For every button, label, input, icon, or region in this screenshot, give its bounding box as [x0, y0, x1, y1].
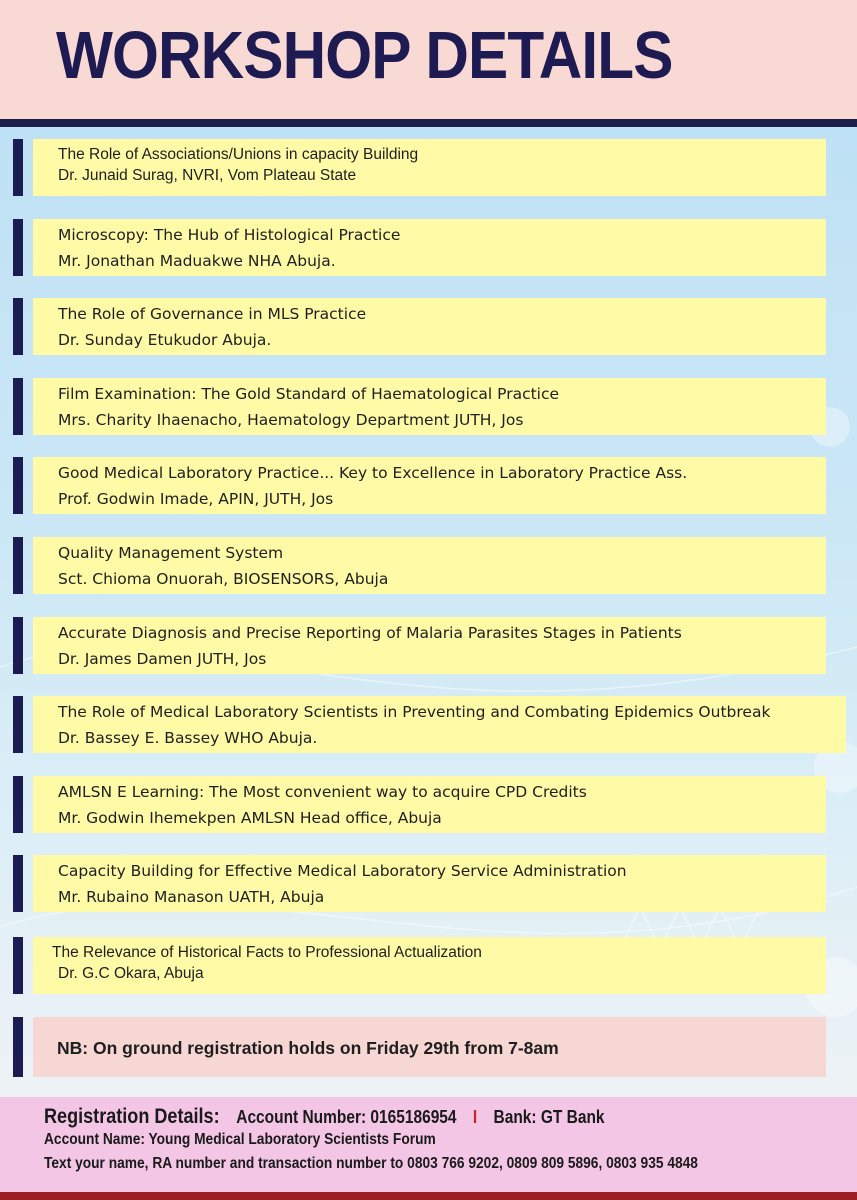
session-box: [33, 696, 846, 753]
page-title: WORKSHOP DETAILS: [56, 18, 673, 93]
session-box: [33, 937, 826, 994]
bank-name: Bank: GT Bank: [493, 1107, 605, 1127]
session-item: [13, 855, 826, 912]
session-item: [13, 696, 846, 753]
session-speaker: Mrs. Charity Ihaenacho, Haematology Department JUTH, Jos: [58, 411, 524, 429]
payment-instructions: Text your name, RA number and transaction number to 0803 766 9202, 0809 809 5896, 0803 935 4848: [44, 1155, 698, 1172]
separator: I: [472, 1107, 478, 1127]
registration-details: [0, 1097, 857, 1192]
session-marker: [13, 537, 23, 594]
session-marker: [13, 855, 23, 912]
session-marker: [13, 696, 23, 753]
account-name: Account Name: Young Medical Laboratory Scientists Forum: [44, 1131, 436, 1148]
session-box: [33, 617, 826, 674]
session-box: [33, 298, 826, 355]
session-marker: [13, 219, 23, 276]
session-item: [13, 139, 826, 196]
session-speaker: Dr. Bassey E. Bassey WHO Abuja.: [58, 729, 318, 747]
session-marker: [13, 937, 23, 994]
session-speaker: Dr. James Damen JUTH, Jos: [58, 650, 267, 668]
session-item: [13, 457, 826, 514]
session-item: [13, 617, 826, 674]
account-number: Account Number: 0165186954: [236, 1107, 457, 1127]
session-speaker: Dr. Sunday Etukudor Abuja.: [58, 331, 272, 349]
notice-text: NB: On ground registration holds on Friday 29th from 7-8am: [57, 1038, 559, 1058]
bottom-strip: [0, 1192, 857, 1200]
sessions-panel: [0, 127, 857, 1097]
session-topic: The Relevance of Historical Facts to Professional Actualization: [52, 944, 482, 961]
session-speaker: Dr. G.C Okara, Abuja: [58, 965, 204, 982]
session-marker: [13, 617, 23, 674]
session-marker: [13, 776, 23, 833]
session-box: [33, 537, 826, 594]
session-topic: Microscopy: The Hub of Histological Practice: [58, 226, 401, 244]
session-item: [13, 537, 826, 594]
session-topic: The Role of Medical Laboratory Scientists in Preventing and Combating Epidemics Outbreak: [58, 703, 771, 721]
session-speaker: Mr. Godwin Ihemekpen AMLSN Head office, Abuja: [58, 809, 442, 827]
session-box: [33, 219, 826, 276]
session-speaker: Dr. Junaid Surag, NVRI, Vom Plateau State: [58, 167, 357, 184]
session-speaker: Sct. Chioma Onuorah, BIOSENSORS, Abuja: [58, 570, 389, 588]
session-topic: AMLSN E Learning: The Most convenient way to acquire CPD Credits: [58, 783, 587, 801]
session-item: [13, 298, 826, 355]
session-item: [13, 937, 826, 994]
session-box: [33, 457, 826, 514]
session-speaker: Mr. Rubaino Manason UATH, Abuja: [58, 888, 325, 906]
notice-marker: [13, 1017, 23, 1077]
session-marker: [13, 457, 23, 514]
registration-line-account: [44, 1105, 605, 1129]
session-topic: Accurate Diagnosis and Precise Reporting of Malaria Parasites Stages in Patients: [58, 624, 682, 642]
session-topic: Good Medical Laboratory Practice... Key to Excellence in Laboratory Practice Ass.: [58, 464, 688, 482]
registration-notice: [13, 1017, 826, 1077]
session-marker: [13, 378, 23, 435]
session-topic: The Role of Associations/Unions in capacity Building: [58, 146, 419, 163]
session-item: [13, 219, 826, 276]
session-marker: [13, 298, 23, 355]
notice-box: [33, 1017, 826, 1077]
session-speaker: Mr. Jonathan Maduakwe NHA Abuja.: [58, 252, 336, 270]
session-item: [13, 776, 826, 833]
header-divider: [0, 119, 857, 127]
session-box: [33, 855, 826, 912]
session-topic: Film Examination: The Gold Standard of Haematological Practice: [58, 385, 560, 403]
session-marker: [13, 139, 23, 196]
session-topic: The Role of Governance in MLS Practice: [58, 305, 367, 323]
registration-heading: Registration Details:: [44, 1105, 220, 1128]
session-box: [33, 776, 826, 833]
session-topic: Quality Management System: [58, 544, 284, 562]
session-box: [33, 378, 826, 435]
session-box: [33, 139, 826, 196]
session-speaker: Prof. Godwin Imade, APIN, JUTH, Jos: [58, 490, 334, 508]
header: [0, 0, 857, 120]
session-topic: Capacity Building for Effective Medical Laboratory Service Administration: [58, 862, 627, 880]
session-item: [13, 378, 826, 435]
